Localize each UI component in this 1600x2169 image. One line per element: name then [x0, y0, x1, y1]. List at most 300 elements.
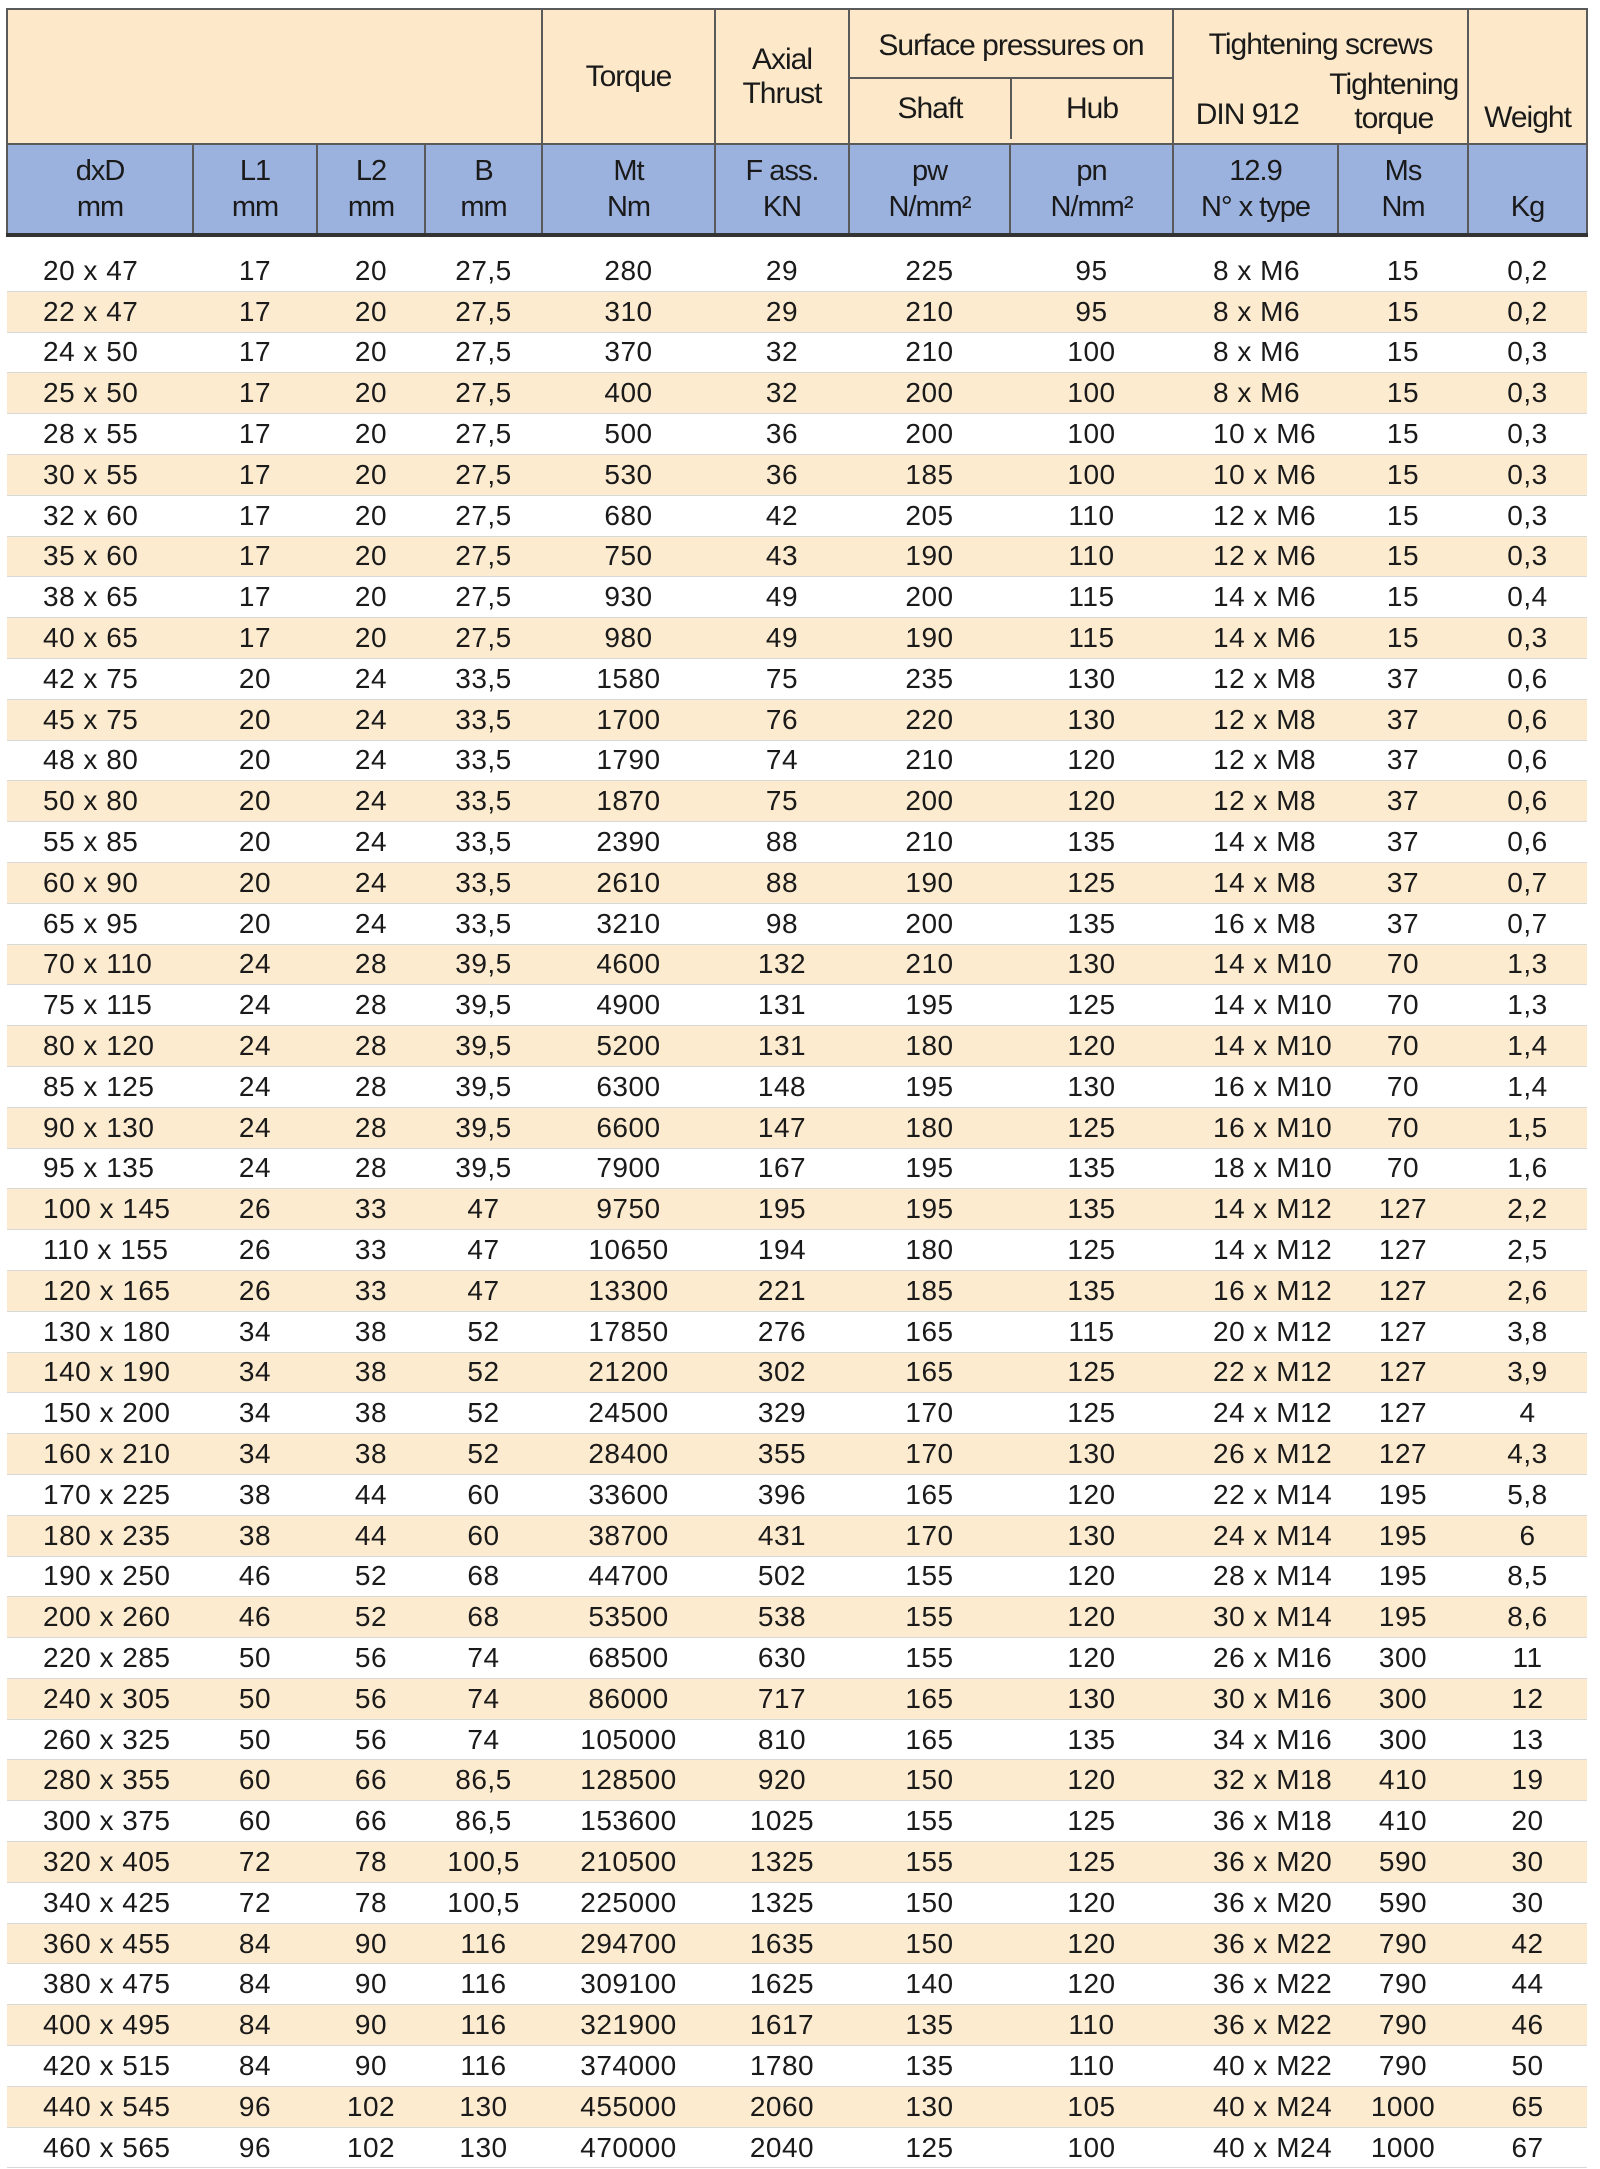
cell-b: 116	[425, 1923, 542, 1964]
cell-l2: 20	[317, 536, 425, 577]
cell-l1: 20	[193, 699, 317, 740]
cell-screws: 14 x M8	[1173, 862, 1338, 903]
cell-screws: 12 x M8	[1173, 658, 1338, 699]
cell-torque: 6300	[542, 1066, 715, 1107]
cell-l1: 84	[193, 2046, 317, 2087]
cell-b: 39,5	[425, 1148, 542, 1189]
cell-axial-thrust: 147	[715, 1107, 849, 1148]
cell-screws: 14 x M10	[1173, 944, 1338, 985]
group-header-row	[7, 9, 1587, 144]
cell-axial-thrust: 167	[715, 1148, 849, 1189]
cell-l1: 50	[193, 1719, 317, 1760]
cell-l1: 72	[193, 1882, 317, 1923]
table-row	[7, 1189, 1587, 1230]
table-row	[7, 1719, 1587, 1760]
cell-shaft-pressure: 155	[849, 1556, 1010, 1597]
hub-header: Hub	[1010, 79, 1172, 139]
cell-shaft-pressure: 195	[849, 1066, 1010, 1107]
cell-hub-pressure: 110	[1010, 2005, 1173, 2046]
cell-tightening-torque: 37	[1338, 699, 1468, 740]
table-row	[7, 1474, 1587, 1515]
cell-torque: 7900	[542, 1148, 715, 1189]
cell-shaft-pressure: 155	[849, 1638, 1010, 1679]
table-row	[7, 1434, 1587, 1475]
cell-dxd: 45 x 75	[7, 699, 193, 740]
cell-b: 47	[425, 1270, 542, 1311]
table-row	[7, 740, 1587, 781]
cell-l1: 34	[193, 1352, 317, 1393]
unit-header-symbol	[1470, 153, 1585, 189]
cell-dxd: 60 x 90	[7, 862, 193, 903]
cell-l2: 44	[317, 1515, 425, 1556]
cell-screws: 40 x M22	[1173, 2046, 1338, 2087]
cell-hub-pressure: 135	[1010, 1189, 1173, 1230]
cell-screws: 30 x M14	[1173, 1597, 1338, 1638]
cell-screws: 22 x M14	[1173, 1474, 1338, 1515]
cell-tightening-torque: 195	[1338, 1597, 1468, 1638]
cell-b: 33,5	[425, 658, 542, 699]
tightening-torque-label	[1321, 66, 1468, 138]
cell-torque: 1790	[542, 740, 715, 781]
cell-weight: 2,6	[1468, 1270, 1587, 1311]
cell-shaft-pressure: 165	[849, 1678, 1010, 1719]
cell-weight: 44	[1468, 1964, 1587, 2005]
locking-assembly-spec-table	[6, 8, 1588, 2168]
cell-shaft-pressure: 125	[849, 2127, 1010, 2168]
cell-hub-pressure: 115	[1010, 1311, 1173, 1352]
cell-dxd: 35 x 60	[7, 536, 193, 577]
cell-weight: 0,3	[1468, 495, 1587, 536]
cell-tightening-torque: 37	[1338, 822, 1468, 863]
cell-tightening-torque: 15	[1338, 577, 1468, 618]
cell-torque: 68500	[542, 1638, 715, 1679]
table-row	[7, 1393, 1587, 1434]
cell-axial-thrust: 131	[715, 1026, 849, 1067]
cell-dxd: 120 x 165	[7, 1270, 193, 1311]
cell-b: 27,5	[425, 332, 542, 373]
unit-header-unit: mm	[76, 191, 124, 223]
cell-tightening-torque: 15	[1338, 618, 1468, 659]
cell-l2: 20	[317, 495, 425, 536]
cell-dxd: 32 x 60	[7, 495, 193, 536]
cell-axial-thrust: 74	[715, 740, 849, 781]
cell-l2: 20	[317, 618, 425, 659]
cell-axial-thrust: 221	[715, 1270, 849, 1311]
cell-axial-thrust: 132	[715, 944, 849, 985]
shaft-header: Shaft	[897, 91, 963, 125]
cell-torque: 210500	[542, 1842, 715, 1883]
cell-screws: 14 x M10	[1173, 985, 1338, 1026]
cell-shaft-pressure: 210	[849, 740, 1010, 781]
table-row	[7, 618, 1587, 659]
table-row	[7, 1842, 1587, 1883]
cell-dxd: 420 x 515	[7, 2046, 193, 2087]
cell-torque: 4600	[542, 944, 715, 985]
cell-tightening-torque: 195	[1338, 1556, 1468, 1597]
cell-dxd: 260 x 325	[7, 1719, 193, 1760]
cell-weight: 0,6	[1468, 781, 1587, 822]
cell-dxd: 50 x 80	[7, 781, 193, 822]
unit-header-unit: KN	[762, 191, 802, 223]
cell-axial-thrust: 131	[715, 985, 849, 1026]
cell-torque: 400	[542, 373, 715, 414]
unit-header-cell	[715, 144, 849, 235]
cell-tightening-torque: 70	[1338, 1148, 1468, 1189]
cell-l2: 28	[317, 985, 425, 1026]
cell-l2: 28	[317, 1026, 425, 1067]
cell-tightening-torque: 790	[1338, 1923, 1468, 1964]
unit-header-symbol: F ass.	[745, 155, 819, 187]
cell-dxd: 160 x 210	[7, 1434, 193, 1475]
cell-l2: 78	[317, 1842, 425, 1883]
cell-dxd: 70 x 110	[7, 944, 193, 985]
cell-dxd: 65 x 95	[7, 903, 193, 944]
cell-axial-thrust: 1625	[715, 1964, 849, 2005]
cell-axial-thrust: 194	[715, 1230, 849, 1271]
cell-hub-pressure: 120	[1010, 1556, 1173, 1597]
cell-weight: 2,5	[1468, 1230, 1587, 1271]
cell-torque: 1700	[542, 699, 715, 740]
cell-hub-pressure: 135	[1010, 1270, 1173, 1311]
cell-screws: 36 x M22	[1173, 1964, 1338, 2005]
cell-l1: 20	[193, 862, 317, 903]
cell-b: 27,5	[425, 291, 542, 332]
cell-shaft-pressure: 130	[849, 2086, 1010, 2127]
cell-tightening-torque: 590	[1338, 1842, 1468, 1883]
cell-shaft-pressure: 155	[849, 1597, 1010, 1638]
cell-l2: 20	[317, 414, 425, 455]
cell-l2: 33	[317, 1189, 425, 1230]
cell-l1: 50	[193, 1678, 317, 1719]
cell-dxd: 40 x 65	[7, 618, 193, 659]
cell-screws: 40 x M24	[1173, 2086, 1338, 2127]
cell-l1: 17	[193, 495, 317, 536]
cell-tightening-torque: 127	[1338, 1434, 1468, 1475]
cell-screws: 26 x M12	[1173, 1434, 1338, 1475]
cell-tightening-torque: 15	[1338, 536, 1468, 577]
cell-dxd: 20 x 47	[7, 251, 193, 291]
cell-axial-thrust: 538	[715, 1597, 849, 1638]
cell-l1: 24	[193, 1107, 317, 1148]
cell-torque: 2610	[542, 862, 715, 903]
unit-header-cell	[1338, 144, 1468, 235]
cell-hub-pressure: 135	[1010, 1148, 1173, 1189]
cell-l2: 20	[317, 291, 425, 332]
cell-hub-pressure: 120	[1010, 1882, 1173, 1923]
din-912-label: DIN 912	[1195, 97, 1299, 131]
table-row	[7, 291, 1587, 332]
cell-screws: 30 x M16	[1173, 1678, 1338, 1719]
unit-header-symbol: 12.9	[1229, 155, 1282, 187]
cell-l2: 24	[317, 781, 425, 822]
cell-axial-thrust: 302	[715, 1352, 849, 1393]
cell-screws: 10 x M6	[1173, 454, 1338, 495]
cell-l2: 90	[317, 1923, 425, 1964]
cell-weight: 0,3	[1468, 414, 1587, 455]
table-row	[7, 1678, 1587, 1719]
cell-dxd: 42 x 75	[7, 658, 193, 699]
cell-axial-thrust: 2040	[715, 2127, 849, 2168]
cell-weight: 0,6	[1468, 699, 1587, 740]
cell-b: 39,5	[425, 1107, 542, 1148]
cell-b: 39,5	[425, 1066, 542, 1107]
table-row	[7, 781, 1587, 822]
cell-torque: 680	[542, 495, 715, 536]
cell-l2: 66	[317, 1760, 425, 1801]
cell-l1: 17	[193, 251, 317, 291]
cell-shaft-pressure: 195	[849, 1148, 1010, 1189]
unit-header-unit: mm	[460, 191, 507, 223]
cell-dxd: 300 x 375	[7, 1801, 193, 1842]
cell-b: 47	[425, 1189, 542, 1230]
cell-shaft-pressure: 165	[849, 1474, 1010, 1515]
cell-screws: 14 x M6	[1173, 577, 1338, 618]
unit-header-symbol: B	[474, 155, 493, 187]
cell-shaft-pressure: 195	[849, 1189, 1010, 1230]
cell-shaft-pressure: 170	[849, 1515, 1010, 1556]
table-row	[7, 1270, 1587, 1311]
cell-b: 33,5	[425, 740, 542, 781]
cell-l2: 90	[317, 1964, 425, 2005]
cell-dxd: 460 x 565	[7, 2127, 193, 2168]
cell-screws: 26 x M16	[1173, 1638, 1338, 1679]
cell-screws: 20 x M12	[1173, 1311, 1338, 1352]
table-row	[7, 1311, 1587, 1352]
table-row	[7, 1638, 1587, 1679]
cell-l2: 52	[317, 1556, 425, 1597]
unit-header-symbol: Mt	[613, 155, 644, 187]
cell-l2: 33	[317, 1230, 425, 1271]
cell-torque: 374000	[542, 2046, 715, 2087]
cell-weight: 0,2	[1468, 251, 1587, 291]
cell-axial-thrust: 49	[715, 618, 849, 659]
cell-weight: 3,8	[1468, 1311, 1587, 1352]
cell-b: 74	[425, 1638, 542, 1679]
cell-hub-pressure: 95	[1010, 291, 1173, 332]
table-row	[7, 1801, 1587, 1842]
unit-header-cell	[7, 144, 193, 235]
cell-torque: 13300	[542, 1270, 715, 1311]
cell-shaft-pressure: 200	[849, 373, 1010, 414]
cell-dxd: 130 x 180	[7, 1311, 193, 1352]
cell-axial-thrust: 29	[715, 251, 849, 291]
cell-torque: 128500	[542, 1760, 715, 1801]
cell-torque: 38700	[542, 1515, 715, 1556]
tightening-torque-line2: torque	[1354, 101, 1434, 135]
cell-axial-thrust: 43	[715, 536, 849, 577]
cell-torque: 86000	[542, 1678, 715, 1719]
table-row	[7, 1352, 1587, 1393]
table-row	[7, 1107, 1587, 1148]
cell-l1: 96	[193, 2127, 317, 2168]
cell-hub-pressure: 115	[1010, 618, 1173, 659]
cell-l1: 26	[193, 1270, 317, 1311]
cell-screws: 16 x M12	[1173, 1270, 1338, 1311]
table-row	[7, 2046, 1587, 2087]
cell-tightening-torque: 410	[1338, 1801, 1468, 1842]
cell-axial-thrust: 717	[715, 1678, 849, 1719]
cell-shaft-pressure: 180	[849, 1230, 1010, 1271]
cell-b: 27,5	[425, 495, 542, 536]
cell-l1: 60	[193, 1760, 317, 1801]
cell-weight: 0,3	[1468, 454, 1587, 495]
cell-b: 33,5	[425, 822, 542, 863]
cell-axial-thrust: 1635	[715, 1923, 849, 1964]
cell-b: 100,5	[425, 1842, 542, 1883]
table-body	[7, 251, 1587, 2168]
cell-torque: 9750	[542, 1189, 715, 1230]
cell-tightening-torque: 15	[1338, 332, 1468, 373]
cell-shaft-pressure: 140	[849, 1964, 1010, 2005]
cell-tightening-torque: 590	[1338, 1882, 1468, 1923]
cell-hub-pressure: 125	[1010, 1107, 1173, 1148]
cell-l1: 17	[193, 414, 317, 455]
cell-b: 130	[425, 2127, 542, 2168]
unit-header-unit: Nm	[1381, 191, 1425, 223]
cell-axial-thrust: 75	[715, 658, 849, 699]
cell-shaft-pressure: 190	[849, 618, 1010, 659]
cell-b: 74	[425, 1678, 542, 1719]
cell-l1: 26	[193, 1189, 317, 1230]
cell-b: 27,5	[425, 536, 542, 577]
cell-screws: 18 x M10	[1173, 1148, 1338, 1189]
cell-weight: 8,5	[1468, 1556, 1587, 1597]
cell-shaft-pressure: 200	[849, 414, 1010, 455]
cell-screws: 36 x M22	[1173, 2005, 1338, 2046]
cell-b: 116	[425, 2046, 542, 2087]
cell-shaft-pressure: 210	[849, 291, 1010, 332]
cell-b: 52	[425, 1311, 542, 1352]
cell-axial-thrust: 329	[715, 1393, 849, 1434]
cell-l2: 24	[317, 699, 425, 740]
table-row	[7, 577, 1587, 618]
cell-hub-pressure: 120	[1010, 1760, 1173, 1801]
cell-torque: 930	[542, 577, 715, 618]
cell-hub-pressure: 100	[1010, 2127, 1173, 2168]
cell-tightening-torque: 15	[1338, 251, 1468, 291]
cell-axial-thrust: 920	[715, 1760, 849, 1801]
cell-l2: 20	[317, 332, 425, 373]
cell-screws: 12 x M6	[1173, 536, 1338, 577]
cell-hub-pressure: 110	[1010, 495, 1173, 536]
cell-l2: 20	[317, 577, 425, 618]
cell-l2: 90	[317, 2046, 425, 2087]
table-row	[7, 1026, 1587, 1067]
cell-hub-pressure: 110	[1010, 2046, 1173, 2087]
cell-tightening-torque: 15	[1338, 414, 1468, 455]
cell-dxd: 22 x 47	[7, 291, 193, 332]
cell-hub-pressure: 120	[1010, 740, 1173, 781]
unit-header-cell	[849, 144, 1010, 235]
cell-weight: 1,5	[1468, 1107, 1587, 1148]
cell-shaft-pressure: 210	[849, 944, 1010, 985]
cell-b: 33,5	[425, 862, 542, 903]
cell-screws: 16 x M8	[1173, 903, 1338, 944]
cell-tightening-torque: 70	[1338, 985, 1468, 1026]
cell-tightening-torque: 300	[1338, 1678, 1468, 1719]
cell-hub-pressure: 110	[1010, 536, 1173, 577]
table-row	[7, 1964, 1587, 2005]
cell-screws: 40 x M24	[1173, 2127, 1338, 2168]
cell-hub-pressure: 125	[1010, 985, 1173, 1026]
cell-b: 130	[425, 2086, 542, 2127]
cell-hub-pressure: 120	[1010, 781, 1173, 822]
table-row	[7, 1515, 1587, 1556]
cell-b: 33,5	[425, 903, 542, 944]
table-row	[7, 1760, 1587, 1801]
cell-dxd: 55 x 85	[7, 822, 193, 863]
cell-screws: 36 x M20	[1173, 1842, 1338, 1883]
cell-screws: 14 x M12	[1173, 1230, 1338, 1271]
cell-hub-pressure: 115	[1010, 577, 1173, 618]
cell-axial-thrust: 396	[715, 1474, 849, 1515]
cell-screws: 12 x M8	[1173, 740, 1338, 781]
cell-l2: 78	[317, 1882, 425, 1923]
table-row	[7, 985, 1587, 1026]
axial-header-line1: Axial	[751, 42, 813, 76]
cell-tightening-torque: 127	[1338, 1393, 1468, 1434]
cell-tightening-torque: 195	[1338, 1474, 1468, 1515]
cell-l2: 56	[317, 1638, 425, 1679]
cell-l2: 20	[317, 454, 425, 495]
cell-l1: 84	[193, 2005, 317, 2046]
cell-hub-pressure: 105	[1010, 2086, 1173, 2127]
cell-hub-pressure: 120	[1010, 1964, 1173, 2005]
cell-axial-thrust: 431	[715, 1515, 849, 1556]
cell-axial-thrust: 355	[715, 1434, 849, 1475]
cell-tightening-torque: 37	[1338, 903, 1468, 944]
table-row	[7, 1148, 1587, 1189]
cell-weight: 4,3	[1468, 1434, 1587, 1475]
tightening-torque-line1: Tightening	[1329, 67, 1459, 101]
table-row	[7, 414, 1587, 455]
cell-hub-pressure: 130	[1010, 1434, 1173, 1475]
cell-dxd: 85 x 125	[7, 1066, 193, 1107]
cell-b: 27,5	[425, 373, 542, 414]
cell-weight: 0,6	[1468, 658, 1587, 699]
cell-hub-pressure: 125	[1010, 1801, 1173, 1842]
unit-header-cell	[1173, 144, 1338, 235]
unit-header-cell	[193, 144, 317, 235]
cell-shaft-pressure: 185	[849, 1270, 1010, 1311]
cell-l2: 28	[317, 1107, 425, 1148]
cell-b: 27,5	[425, 618, 542, 659]
cell-l2: 38	[317, 1434, 425, 1475]
cell-l1: 34	[193, 1434, 317, 1475]
cell-l1: 46	[193, 1597, 317, 1638]
surface-pressures-label: Surface pressures on	[850, 15, 1172, 79]
cell-tightening-torque: 15	[1338, 373, 1468, 414]
cell-axial-thrust: 276	[715, 1311, 849, 1352]
cell-l2: 102	[317, 2086, 425, 2127]
cell-weight: 4	[1468, 1393, 1587, 1434]
table-row	[7, 903, 1587, 944]
cell-weight: 65	[1468, 2086, 1587, 2127]
table-row	[7, 1230, 1587, 1271]
cell-shaft-pressure: 195	[849, 985, 1010, 1026]
cell-dxd: 220 x 285	[7, 1638, 193, 1679]
cell-torque: 470000	[542, 2127, 715, 2168]
table-row	[7, 2005, 1587, 2046]
cell-axial-thrust: 502	[715, 1556, 849, 1597]
cell-torque: 33600	[542, 1474, 715, 1515]
cell-shaft-pressure: 135	[849, 2005, 1010, 2046]
cell-hub-pressure: 100	[1010, 414, 1173, 455]
cell-torque: 225000	[542, 1882, 715, 1923]
cell-shaft-pressure: 210	[849, 332, 1010, 373]
cell-weight: 0,3	[1468, 618, 1587, 659]
cell-axial-thrust: 49	[715, 577, 849, 618]
